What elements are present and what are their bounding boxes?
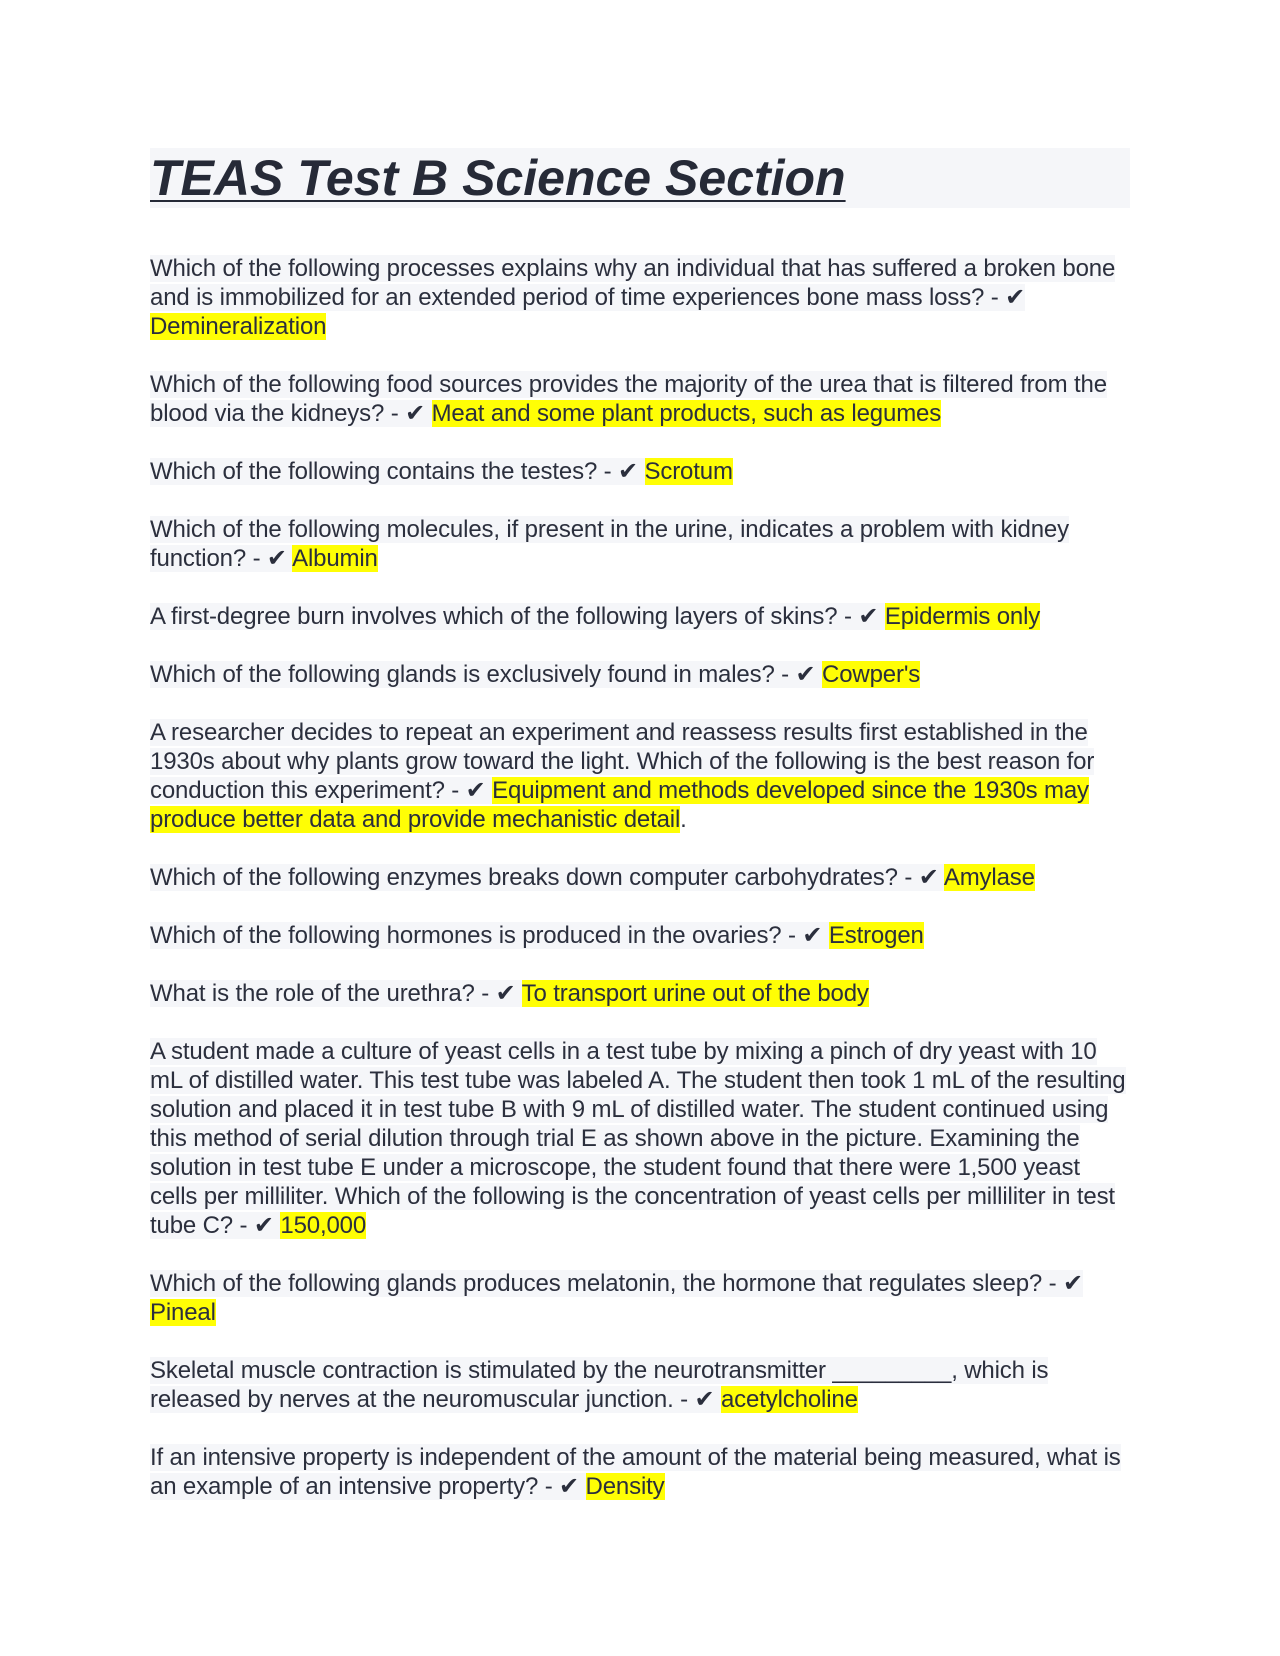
qa-item [150,921,1130,950]
qa-item [150,718,1130,834]
question-text: What is the role of the urethra? - ✔ [150,980,522,1007]
question-text: Skeletal muscle contraction is stimulated by the neurotransmitter _________, which is released by nerves at the neuromuscular junction. - ✔ [150,1357,1049,1413]
question-text: Which of the following food sources provides the majority of the urea that is filtered from the blood via the kidneys? - ✔ [150,371,1107,427]
qa-item [150,1356,1130,1414]
qa-item [150,1037,1130,1240]
question-text: A researcher decides to repeat an experiment and reassess results first established in the 1930s about why plants grow toward the light. Which of the following is the best reason for conduction this experiment? - ✔ [150,719,1095,804]
title-banner [150,148,1130,208]
answer-highlight: Equipment and methods developed since the 1930s may produce better data and provide mechanistic detail [150,777,1089,833]
question-text: Which of the following hormones is produced in the ovaries? - ✔ [150,922,829,949]
question-text: Which of the following contains the testes? - ✔ [150,458,645,485]
qa-item [150,660,1130,689]
answer-highlight: Density [585,1473,665,1500]
question-text: A student made a culture of yeast cells in a test tube by mixing a pinch of dry yeast with 10 mL of distilled water. This test tube was labeled A. The student then took 1 mL of the resulting solution and placed it in test tube B with 9 mL of distilled water. The student continued using this method of serial dilution through trial E as shown above in the picture. Examining the solution in test tube E under a microscope, the student found that there were 1,500 yeast cells per milliliter. Which of the following is the concentration of yeast cells per milliliter in test tube C? - ✔ [150,1038,1126,1239]
page-title: TEAS Test B Science Section [150,150,846,206]
question-text: Which of the following glands is exclusively found in males? - ✔ [150,661,823,688]
answer-highlight: Cowper's [822,661,921,688]
answer-highlight: To transport urine out of the body [521,980,869,1007]
answer-highlight: Estrogen [828,922,924,949]
qa-item [150,1269,1130,1327]
qa-item [150,254,1130,341]
qa-item [150,979,1130,1008]
question-text: Which of the following molecules, if present in the urine, indicates a problem with kidney function? - ✔ [150,516,1069,572]
question-text: Which of the following glands produces melatonin, the hormone that regulates sleep? - ✔ [150,1270,1083,1297]
qa-item [150,370,1130,428]
question-text: If an intensive property is independent of the amount of the material being measured, what is an example of an intensive property? - ✔ [150,1444,1121,1500]
qa-list [150,254,1130,1501]
question-text: Which of the following enzymes breaks down computer carbohydrates? - ✔ [150,864,944,891]
answer-trailing: . [680,806,687,833]
answer-highlight: Amylase [943,864,1035,891]
answer-highlight: Pineal [150,1299,216,1326]
qa-item [150,602,1130,631]
answer-highlight: acetylcholine [720,1386,858,1413]
document-page [150,148,1130,1530]
answer-highlight: Meat and some plant products, such as legumes [431,400,942,427]
qa-item [150,457,1130,486]
qa-item [150,1443,1130,1501]
qa-item [150,863,1130,892]
question-text: Which of the following processes explains why an individual that has suffered a broken bone and is immobilized for an extended period of time experiences bone mass loss? - ✔ [150,255,1116,311]
answer-highlight: 150,000 [280,1212,367,1239]
answer-highlight: Epidermis only [884,603,1041,630]
answer-highlight: Demineralization [150,313,327,340]
answer-highlight: Albumin [292,545,378,572]
answer-highlight: Scrotum [644,458,733,485]
qa-item [150,515,1130,573]
question-text: A first-degree burn involves which of the following layers of skins? - ✔ [150,603,885,630]
